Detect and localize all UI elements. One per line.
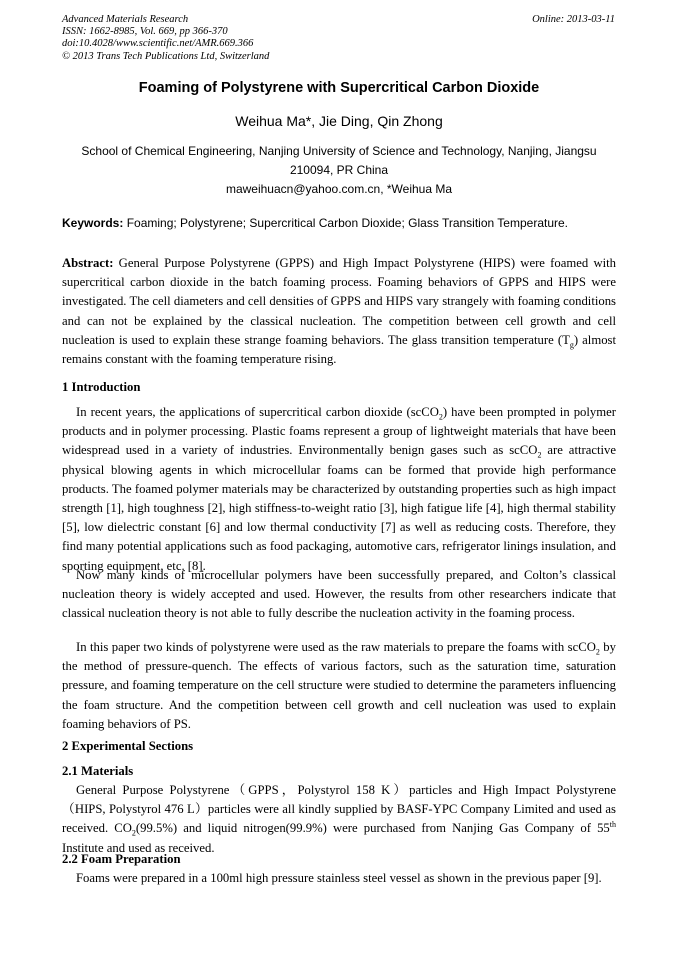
intro-p1-text-b: ) have been prompted in polymer products and in polymer processing. Plastic foams represent a group of lightweight materials that have been widespread used in a variety of industries. Environmentally benign gases such as scCO	[62, 405, 616, 458]
intro-p3-text-b: by the method of pressure-quench. The effects of various factors, such as the saturation time, saturation pressure, and foaming temperature on the cell structure were studied to determine the parameters influencing the foam structure. And the competition between cell growth and cell nucleation was used to explain foaming behaviors of PS.	[62, 640, 616, 731]
intro-p1-sub-1: 2	[438, 412, 443, 422]
intro-paragraph-3	[62, 638, 616, 734]
affiliation-line-1: School of Chemical Engineering, Nanjing University of Science and Technology, Nanjing, Jiangsu	[81, 144, 597, 158]
keywords-text: Foaming; Polystyrene; Supercritical Carbon Dioxide; Glass Transition Temperature.	[123, 216, 568, 230]
materials-text-b: (99.5%) and liquid nitrogen(99.9%) were purchased from Nanjing Gas Company of 55	[135, 821, 610, 836]
affiliation	[62, 142, 616, 199]
journal-name: Advanced Materials Research	[62, 14, 189, 25]
intro-p1-text-a: In recent years, the applications of supercritical carbon dioxide (scCO	[76, 405, 439, 419]
materials-sup: th	[609, 820, 616, 830]
foam-prep-paragraph: Foams were prepared in a 100ml high pressure stainless steel vessel as shown in the previous paper [9].	[76, 871, 602, 885]
materials-paragraph	[62, 781, 616, 858]
abstract	[62, 254, 616, 369]
doi-line: doi:10.4028/www.scientific.net/AMR.669.366	[62, 38, 254, 50]
materials-heading: 2.1 Materials	[62, 764, 134, 778]
intro-p3-text-a: In this paper two kinds of polystyrene were used as the raw materials to prepare the foams with scCO	[76, 640, 596, 654]
materials-text-c: Institute and used as received.	[62, 840, 215, 855]
intro-p3-sub: 2	[595, 647, 600, 657]
intro-p1-text-c: are attractive physical blowing agents in which microcellular foams can be formed that provide high performance products. The foamed polymer materials may be characterized by outstanding properties such as high impact strength [1], high toughness [2], high stiffness-to-weight ratio [3], high fatigue life [4], high thermal stability [5], low dielectric constant [6] and low thermal conductivity [7] as well as reducing costs. Therefore, they find many potential applications such as food packaging, automotive cars, refrigerator linings insulation, and sporting equipment, etc. [8].	[62, 443, 617, 573]
journal-header	[62, 14, 269, 63]
intro-paragraph-2: Now many kinds of microcellular polymers have been successfully prepared, and Colton’s classical nucleation theory is widely accepted and used. However, the results from other researchers indicate that classical nucleation theory is not able to fully describe the nucleation activity in the foaming process.	[62, 568, 616, 621]
intro-paragraph-1	[62, 403, 616, 576]
intro-heading: 1 Introduction	[62, 380, 141, 394]
author-list: Weihua Ma*, Jie Ding, Qin Zhong	[235, 113, 443, 129]
online-date: Online: 2013-03-11	[532, 14, 615, 25]
foam-prep-heading: 2.2 Foam Preparation	[62, 852, 181, 866]
abstract-subscript: g	[569, 340, 574, 350]
abstract-label: Abstract:	[62, 256, 114, 270]
keywords-label: Keywords:	[62, 216, 124, 230]
materials-sub: 2	[131, 828, 136, 838]
abstract-text-end: ) almost remains constant with the foaming temperature rising.	[62, 332, 616, 367]
author-email: maweihuacn@yahoo.com.cn, *Weihua Ma	[225, 182, 453, 196]
copyright-line: © 2013 Trans Tech Publications Ltd, Switzerland	[62, 50, 270, 62]
affiliation-line-2: 210094, PR China	[289, 163, 389, 177]
abstract-text: General Purpose Polystyrene (GPPS) and High Impact Polystyrene (HIPS) were foamed with supercritical carbon dioxide in the batch foaming process. Foaming behaviors of GPPS and HIPS were investigated. The cell diameters and cell densities of GPPS and HIPS vary strangely with foaming conditions and can not be explained by the classical nucleation. The competition between cell growth and cell nucleation is used to explain these strange foaming behaviors. The glass transition temperature (T	[62, 256, 616, 347]
materials-text-a: General Purpose Polystyrene（GPPS，Polystyrol 158 K）particles and High Impact Polystyrene（HIPS, Polystyrol 476 L）particles were all kindly supplied by BASF-YPC Company Limited and used as received. CO	[62, 783, 616, 836]
experimental-heading: 2 Experimental Sections	[62, 739, 194, 753]
keywords	[62, 216, 616, 230]
intro-p1-sub-2: 2	[537, 450, 542, 460]
paper-title: Foaming of Polystyrene with Supercritical Carbon Dioxide	[138, 80, 540, 96]
issn-line: ISSN: 1662-8985, Vol. 669, pp 366-370	[62, 26, 228, 38]
